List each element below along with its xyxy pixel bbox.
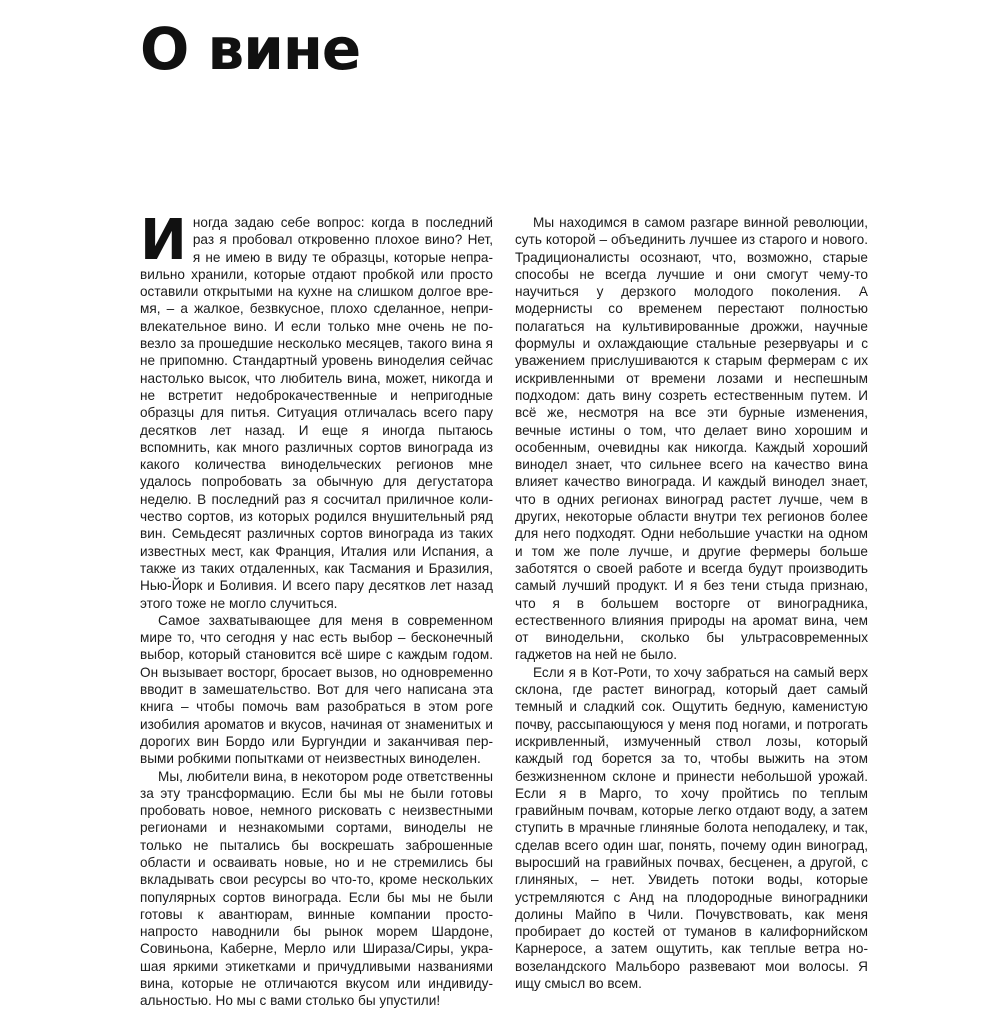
paragraph: Мы находимся в самом разгаре винной революции, суть которой – объединить лучшее из старого и нового. Традиционалисты осознают, что, возможно, старые способы не всегда лучшие и они смогут чему-то научиться у дерзкого молодого поколения. А модернисты со временем перестают полностью полагаться на культивированные дрожжи, научные формулы и охлаждающие стальные резервуары и с уважением прислушиваются к старым фермерам с их искривленными от времени лозами и неспешным подходом: дать вину созреть естественным путем. И всё же, несмотря на все эти бурные изменения, вечные истины о том, что делает вино хорошим и особенным, очевидны как никогда. Каждый хороший винодел знает, что сильнее всего на качество вина влияет качество винограда. И каждый винодел знает, что в одних регионах виноград растет лучше, чем в других, некоторые области внутри тех регионов более для него подходят. Одни небольшие участки на одном и том же поле лучше, и другие фермеры больше заботятся о своей работе и всегда будут производить самый лучший продукт. И я без тени стыда признаю, что я в большем восторге от виноградника, естественного влияния природы на аромат вина, чем от винодельни, сколько бы ультрасовременных гаджетов на ней не было. (515, 215, 868, 663)
article-column-left (140, 208, 493, 1010)
page-title: О вине (140, 15, 361, 83)
paragraph-text: ногда задаю себе вопрос: когда в последний раз я пробовал откровенно плохое вино? Нет, я не имею в виду те образцы, которые неправильно хранили, которые отдают пробкой или просто оставили открытыми на кухне на слишком долгое время, – а жалкое, безвкусное, плохо сделанное, непривлекательное вино. И если только мне очень не повезло за прошедшие несколько месяцев, такого вина я не припомню. Стандартный уровень виноделия сейчас настолько высок, что любитель вина, может, никогда и не встретит недоброкачественные и непригодные образцы для питья. Ситуация отличалась всего пару десятков лет назад. И еще я иногда пытаюсь вспомнить, как много различных сортов винограда из какого количества винодельческих регионов мне удалось попробовать за обычную для дегустатора неделю. В последний раз я сосчитал приличное количество сортов, из которых родился внушительный ряд вин. Семьдесят различных сортов винограда из таких известных мест, как Франция, Италия или Испания, а также из таких отдаленных, как Тасмания и Бразилия, Нью-Йорк и Боливия. И всего пару десятков лет назад этого тоже не могло случиться. (140, 215, 493, 611)
paragraph: Самое захватывающее для меня в современном мире то, что сегодня у нас есть выбор – бесконечный выбор, который становится всё шире с каждым годом. Он вызывает восторг, бросает вызов, но одновременно вводит в замешательство. Вот для чего написана эта книга – чтобы помочь вам разобраться в этом роге изобилия ароматов и вкусов, начиная от знаменитых и дорогих вин Бордо или Бургундии и заканчивая первыми робкими попытками от неизвестных виноделен. (140, 612, 493, 767)
paragraph (140, 208, 493, 612)
drop-cap: И (140, 208, 187, 273)
paragraph: Если я в Кот-Роти, то хочу забраться на самый верх склона, где растет виноград, который дает самый темный и сладкий сок. Ощутить бедную, каменистую почву, рассыпающуюся у меня под ногами, и потрогать искривленный, измученный ствол лозы, который каждый год борется за то, чтобы выжить на этом безжизненном склоне и принести небольшой урожай. Если я в Марго, то хочу пройтись по теплым гравийным почвам, которые легко отдают воду, а затем ступить в мрачные глиняные болота неподалеку, и так, сделав всего один шаг, понять, почему один виноград, выросший на гравийных почвах, бесценен, а другой, с глиняных, – нет. Увидеть потоки воды, которые устремляются с Анд на плодородные виноградники долины Майпо в Чили. Почувствовать, как меня пробирает до костей от туманов в калифорнийском Карнеросе, а затем ощутить, как теплые ветра новозеландского Мальборо развевают мои волосы. Я ищу смысл во всем. (515, 664, 868, 992)
paragraph: Мы, любители вина, в некотором роде ответственны за эту трансформацию. Если бы мы не были готовы пробовать новое, немного рисковать с неизвестными регионами и незнакомыми сортами, виноделы не только не пытались бы воскрешать заброшенные области и осваивать новые, но и не стремились бы вкладывать свои ресурсы во что-то, кроме нескольких популярных сортов винограда. Если бы мы не были готовы к авантюрам, винные компании просто-напросто наводнили бы рынок морем Шардоне, Совиньона, Каберне, Мерло или Шираза/Сиры, украшая яркими этикетками и причудливыми названиями вина, которые не отличаются вкусом или индивидуальностью. Но мы с вами столько бы упустили! (140, 768, 493, 1009)
article-column-right (515, 214, 868, 992)
